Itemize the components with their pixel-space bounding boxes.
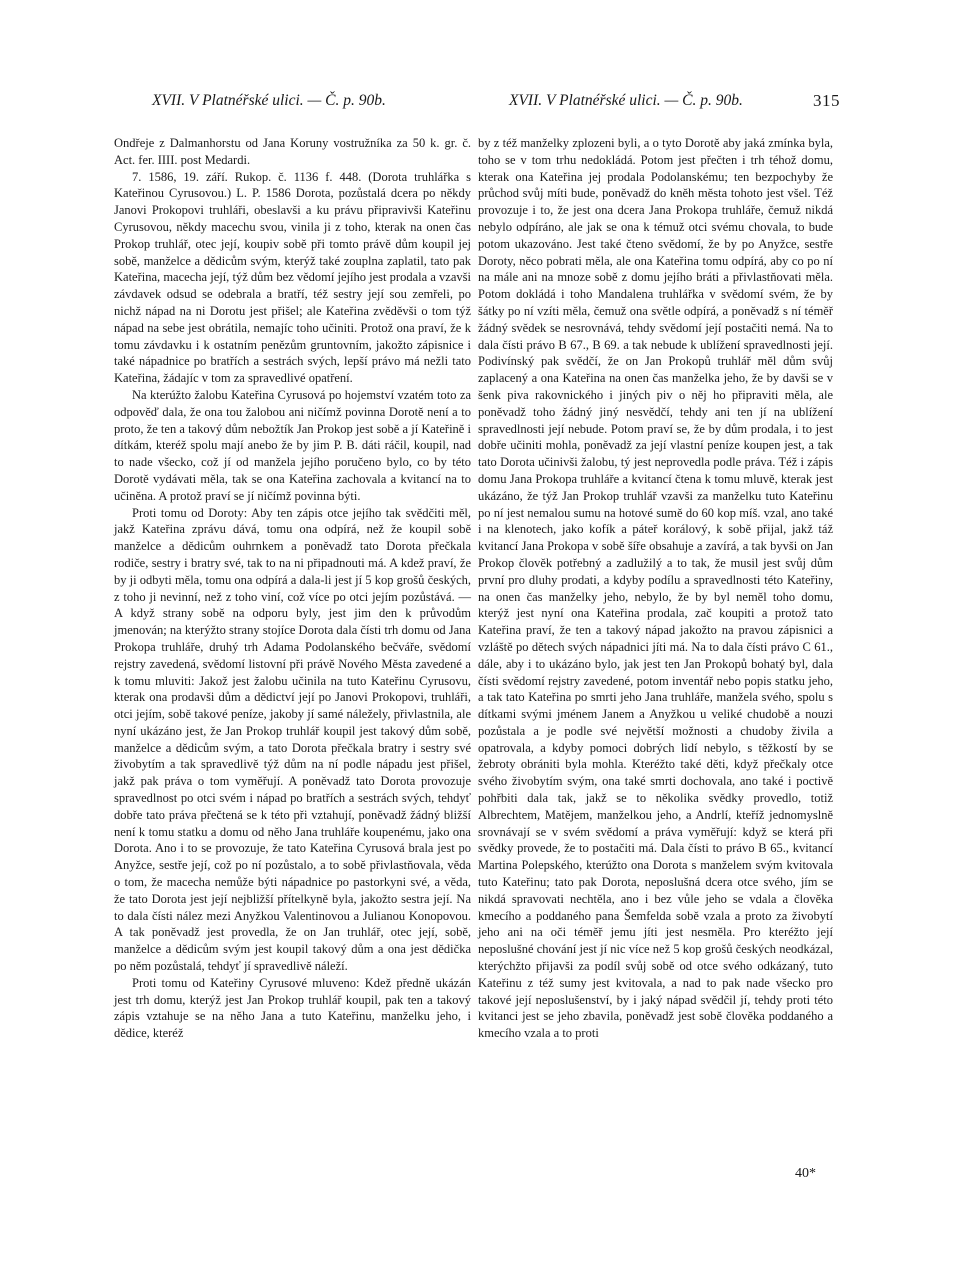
page-number: 315	[813, 91, 840, 110]
signature-mark: 40*	[795, 1166, 816, 1181]
header-right: XVII. V Platnéřské ulici. — Č. p. 90b.	[509, 92, 743, 109]
paragraph: 7. 1586, 19. září. Rukop. č. 1136 f. 448. (Dorota truhlářka s Kateřinou Cyrusovou.) L. P. 1586 Dorota, pozůstalá dcera po někdy Janovi Prokopovi truhláři, obeslavši a ku právu připravivši Kateřinu Cyrusovou, někdy macechu svou, vinila ji z toho, kterak na onen čas Prokop truhlář, otec její, koupiv sobě při tomto právě dům koupil jej sobě, manželce a dědicům svým, kterýž také zouplna zaplatil, tato pak Kateřina, macecha její, týž dům bez vědomí jejího jest prodala a vzavši závdavek odsud se odebrala a bratří, též sestry její sou zemřeli, po nichž nápad na ni Dorotu jest přišel; ale Kateřina zvěděvši o tom týž nápad na sebe jest obrátila, nemajíc toho učiniti. Protož ona praví, že k tomu závdavku i k ostatním penězům gruntovním, jakožto zápisnice i také nápadnice po bratřích a sestrách svých, lepší právo má nežli tato Kateřina, žádajíc v tom za spravedlivé opatření.	[114, 169, 471, 386]
paragraph: Proti tomu od Doroty: Aby ten zápis otce jejího tak svědčiti měl, jakž Kateřina zprávu dává, tomu ona odpírá, než že koupil sobě manželce a dědicům ouhrnkem a poněvadž tato Dorota přečkala rodiče, sestry i bratry své, tak to na ni připadnouti má. A kdež praví, že by ji odbyti měla, tomu ona odpírá a dala-li jest jí 5 kop grošů českých, z toho ji nevinní, než z toho viní, což více po otci jejím pozůstává. — A když strany sobě na odporu byly, jest jim den k průvodům jmenován; na kterýžto strany stojíce Dorota dala čísti trh domu od Jana Prokopa truhláře, druhý trh Adama Podolanského bečváře, svědomí rejstry zavedená, svědomí listovní při právě Nového Města zavedené a k tomu mluviti: Jakož jest žalobu učinila na tuto Kateřinu Cyrusovu, kterak ona prodavši dům a dědictví její po Janovi Prokopovi, truhláři, otci jejím, sobě takové peníze, jakoby jí samé náležely, přivlastnila, ale nyní ukázáno jest, že Jan Prokop truhlář koupil jest takový dům sobě, manželce a dědicům svým, a tato Dorota přečkala bratry i sestry své živobytím a tak spravedlivě týž dům na ní podle nápadu jest přišel, jakž pak práva o tom vyměřují. A poněvadž tato Dorota provozuje spravedlnost po otci svém i nápad po bratřích a sestrách svých, tehdyť dobře tato práva přečtená se k této při vztahují, poněvadž žádný bližší není k tomu statku a domu od něho Jana truhláře koupenému, jako ona Dorota. Ano i to se provozuje, že tato Kateřina Cyrusová brala jest po Anyžce, sestře její, což po ní pozůstalo, a to sobě přivlastňovala, věda o tom, že macecha nemůže býti nápadnice po pastorkyni své, a věda, že tato Dorota jest její nejbližší přítelkyně byla, jakožto sestra její. Na to dala čísti nález mezi Anyžkou Valentinovou a Julianou Konopovou. A tak poněvadž jest provedla, že on Jan truhlář, otec její, sobě, manželce a dědicům svým jest koupil takový dům a ona jest dědička po něm pozůstalá, tehdyť jí spravedlivě náleží.	[114, 505, 471, 974]
paragraph: Ondřeje z Dalmanhorstu od Jana Koruny vostružníka za 50 k. gr. č. Act. fer. IIII. post Medardi.	[114, 136, 471, 167]
paragraph: Proti tomu od Kateřiny Cyrusové mluveno: Kdež předně ukázán jest trh domu, kterýž jest Jan Prokop truhlář koupil, pak ten a takový zápis vztahuje se na něho Jana a tuto Kateřinu, manželku jeho, i dědice, kteréž	[114, 975, 471, 1041]
running-header	[0, 92, 960, 116]
paragraph: Na kterúžto žalobu Kateřina Cyrusová po hojemství vzatém toto za odpověď dala, že ona tou žalobou ani ničímž povinna Dorotě není a to proto, že ten a takový dům nebožtík Jan Prokop jest sobě a jí Kateřině i dítkám, kteréž spolu mají anebo že by jim P. B. dáti ráčil, koupil, nad to nade všecko, což jí od manžela jejího poručeno bylo, co by této Dorotě vydávati měla, tak se ona Kateřina zachovala a kvitancí na to učiněna. A protož praví se jí ničímž povinna býti.	[114, 387, 471, 503]
right-column	[478, 135, 833, 1042]
paragraph: by z též manželky zplozeni byli, a o tyto Dorotě aby jaká zmínka byla, toho se v tom trhu nedokládá. Potom jest přečten i trh téhož domu, kterak ona Kateřina jej prodala Podolanskému; ten bezpochyby že průchod svůj míti bude, poněvadž do kněh města tohoto jest všel. Též provozuje i to, že jest ona dcera Jana Prokopa truhláře, čemuž nikdá nebylo odpíráno, ale jak se ona k témuž otci svému chovala, to bude potom ukazováno. Jest také čteno svědomí, že by po Anyžce, sestře Doroty, něco pobrati měla, ale ona Kateřina tomu odpírá, aby co po ní na mále ani na mnoze sobě z domu jejího bráti a přivlastňovati měla. Potom dokládá i toho Mandalena truhlářka v svědomí svém, že by šátky po ní vzíti měla, čemuž ona světle odpírá, a poněvadž s ní téměř žádný svědek se nesrovnává, tehdy svědomí její postačiti nemá. Na to dala čísti právo B 67., B 69. a tak nebude k ublížení spravedlnosti její. Podivínský pak svědčí, že on Jan Prokopů truhlář měl dům svůj zaplacený a ona Kateřina na onen čas manželka jeho, že by davši se v šenk piva rakovnického i jiných piv o něj ho připraviti měla, ale poněvadž toho žádný jiný nesvědčí, tehdy ani ten jí na ublížení spravedlnosti její nebude. Potom praví se, že by dům prodala, i to jest dobře učiniti mohla, poněvadž za její vlastní peníze koupen jest, a tak tato Dorota učinivši žalobu, tý jest neprovedla podle práva. Též i zápis domu Jana Prokopa truhláře a kvitancí čtena k tomu mluvě, kterak jest ukázáno, že týž Jan Prokop truhlář vzavši za manželku tuto Kateřinu po ní jest nemalou sumu na hotové sumě do 60 kop míš. vzal, ano také i na klenotech, jako kofík a páteř korálový, k sobě přijal, jakž táž kvitancí Jana Prokopa v sobě šíře obsahuje a zavírá, a tak byvši on Jan Prokop člověk potřebný a zadlužilý a to tak, že musil jest svůj dům první pro dluhy prodati, a kdyby podílu a spravedlnosti této Kateřiny, na onen čas manželky jeho, nebylo, že by byl neměl toho domu, kterýž jest nyní ona Kateřina prodala, zač koupiti a protož tato Kateřina praví, že ten a takový nápad jakožto na pravou zápisnici a vzláště po dětech svých nápadnici jíti má. Na to dala čísti právo C 61., dále, aby i to ukázáno bylo, jak jest ten Jan Prokopů bohatý byl, dala čísti svědomí rejstry zavedené, potom inventář nebo popis statku jeho, a tak tato Kateřina po smrti jeho Jana truhláře, manžela svého, spolu s dítkami svými jménem Janem a Anyžkou u veliké chudobě a nouzi pozůstala a je podle své největší možnosti a chudoby živila a opatrovala, a kdyby pomoci dobrých lidí nebylo, s těžkostí by se žebroty obrániti byla mohla. Kteréžto také děti, když přečkaly otce svého živobytím svým, ona také smrti dochovala, ano také i poctivě pohřbiti dala tak, jakž se to několika svědky provedlo, totiž Albrechtem, Matějem, manželkou jeho, a Andrlí, kteříž jednomyslně srovnávají se v svém svědomí a práva vyměřují: když se která při svědky provede, že to postačiti má. Dala čísti to právo B 65., kvitancí Martina Polepského, kterúžto ona Dorota s manželem svým kvitovala tuto Kateřinu; tato pak Dorota, neposlušná dcera otce svého, jím se nikdá spravovati nechtěla, ano i bez vůle jeho se vdala a člověka kmecího a poddaného pana Šemfelda sobě vzala a proto za živobytí jeho ani na oči téměř jemu jíti jest nesměla. Pro kteréžto její neposlušné chování jest jí nic více než 5 kop grošů českých neodkázal, kterýchžto přijavši za podíl svůj sobě od otce svého odkázaný, tuto Kateřinu z též sumy jest kvitovala, a nad to pak nade všecko pro takové její neposlušenství, by i jaký nápad svědčil jí, tehdy proti této kvitanci jest se jeho zbavila, poněvadž jest sobě člověka poddaného a kmecího vzala a to proti	[478, 136, 833, 1041]
header-left: XVII. V Platnéřské ulici. — Č. p. 90b.	[152, 92, 386, 109]
left-column	[114, 135, 471, 1042]
